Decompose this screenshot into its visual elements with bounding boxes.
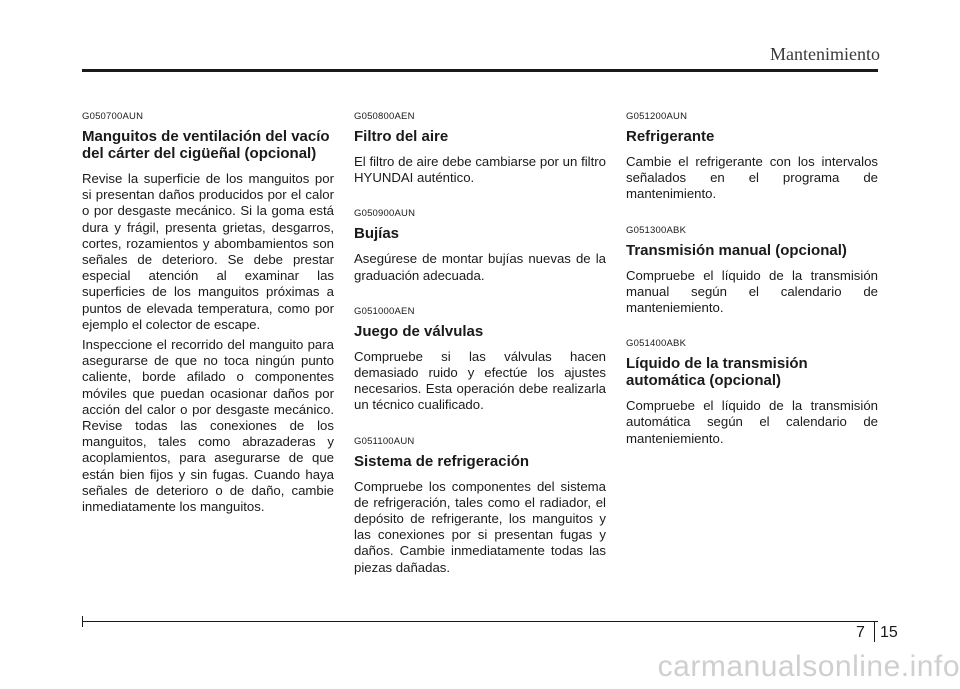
section-manual-transmission — [626, 225, 878, 317]
section-title: Sistema de refrigeración — [354, 452, 530, 470]
section-code: G051200AUN — [626, 111, 688, 122]
section-title: Refrigerante — [626, 128, 715, 145]
section-code: G051000AEN — [354, 305, 415, 317]
section-paragraph: Compruebe el líquido de la transmisión manual según el calendario de manteniemiento. — [626, 267, 878, 316]
section-paragraph: Revise la superficie de los manguitos por si presentan daños producidos por el calor o por desgaste mecánico. Si la goma está dura y frágil, presenta grietas, desgarros, cortes, rozamientos y abombamientos son señales de deterioro. Se debe prestar especial atención al examinar las superficies de los manguitos próximas a puntos de elevada temperatura, como por ejemplo el colector de escape. — [82, 171, 334, 332]
section-crankcase-hoses — [82, 111, 334, 515]
section-paragraph: Compruebe los componentes del sistema de refrigeración, tales como el radiador, el depósito de refrigerante, los manguitos y las conexiones por si presentan fugas y daños. Cambie inmediatamente todas las piezas dañadas. — [354, 478, 606, 575]
section-cooling-system — [354, 436, 606, 576]
section-title: Transmisión manual (opcional) — [626, 241, 847, 259]
column-1 — [82, 111, 334, 537]
section-title: Filtro del aire — [354, 128, 449, 145]
section-paragraph: Compruebe el líquido de la transmisión automática según el calendario de manteniemiento. — [626, 398, 878, 446]
chapter-number: 7 — [856, 624, 865, 641]
section-title: Manguitos de ventilación del vacío del cárter del cigüeñal (opcional) — [82, 128, 330, 162]
section-spark-plugs — [354, 208, 606, 283]
section-code: G051400ABK — [626, 338, 687, 350]
section-title: Juego de válvulas — [354, 322, 484, 340]
section-paragraph: El filtro de aire debe cambiarse por un filtro HYUNDAI auténtico. — [354, 154, 606, 186]
section-automatic-transmission — [626, 338, 878, 447]
footer-rule — [82, 621, 878, 622]
section-paragraph: Compruebe si las válvulas hacen demasiado ruido y efectúe los ajustes necesarios. Esta operación debe realizarla un técnico cualificado. — [354, 348, 606, 413]
header-rule — [82, 69, 878, 72]
page-number: 15 — [880, 624, 898, 641]
section-code: G051300ABK — [626, 224, 687, 236]
column-3 — [626, 111, 878, 469]
section-title: Bujías — [354, 225, 400, 243]
section-code: G050700AUN — [82, 111, 144, 122]
watermark: carmanualsonline.info — [657, 650, 960, 683]
section-paragraph: Asegúrese de montar bujías nuevas de la graduación adecuada. — [354, 251, 606, 283]
section-paragraph: Inspeccione el recorrido del manguito para asegurarse de que no toca ningún punto caliente, borde afilado o componentes móviles que puedan ocasionar daños por acción del calor o por desgaste mecánico. Revise todas las conexiones de los manguitos, tales como abrazaderas y acoplamientos, para asegurarse de que están bien fijos y sin fugas. Cuando haya señales de deterioro o de daño, cambie inmediatamente los manguitos. — [82, 337, 334, 515]
section-coolant — [626, 111, 878, 203]
section-code: G051100AUN — [354, 435, 415, 447]
section-code: G050900AUN — [354, 208, 416, 220]
section-valve-clearance — [354, 306, 606, 414]
footer-tick — [82, 616, 83, 627]
section-code: G050800AEN — [354, 111, 415, 122]
section-paragraph: Cambie el refrigerante con los intervalos señalados en el programa de mantenimiento. — [626, 154, 878, 202]
section-title: Líquido de la transmisión automática (opcional) — [626, 355, 808, 390]
page-header-title: Mantenimiento — [770, 44, 880, 64]
section-air-filter — [354, 111, 606, 186]
column-2 — [354, 111, 606, 598]
page-number-separator — [874, 622, 875, 642]
